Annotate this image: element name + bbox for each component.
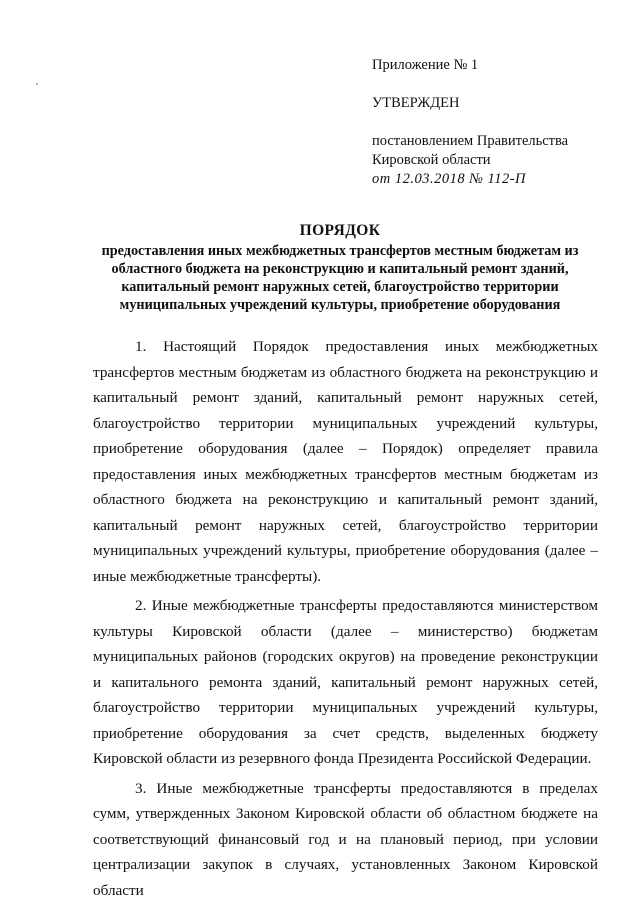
- title-heading: ПОРЯДОК: [299, 222, 381, 239]
- paragraph-1: 1. Настоящий Порядок предоставления иных межбюджетных трансфертов местным бюджетам из областного бюджета на реконструкцию и капитальный ремонт зданий, капитальный ремонт наружных сетей, благоустройство территории муниципальных учреждений культуры, приобретение оборудования (далее – Порядок) определяет правила предоставления иных межбюджетных трансфертов местным бюджетам из областного бюджета на реконструкцию и капитальный ремонт зданий, капитальный ремонт наружных сетей, благоустройство территории муниципальных учреждений культуры, приобретение оборудования (далее – иные межбюджетные трансферты).: [93, 338, 598, 585]
- approval-block: [372, 56, 622, 189]
- approved-by-line-2: Кировской области: [372, 152, 491, 168]
- document-body: [93, 334, 598, 907]
- approved-label: УТВЕРЖДЕН: [372, 95, 460, 111]
- paragraph-2: 2. Иные межбюджетные трансферты предоставляются министерством культуры Кировской области (далее – министерство) бюджетам муниципальных районов (городских округов) на проведение реконструкции и капитального ремонта зданий, капитальный ремонт наружных сетей, благоустройство территории муниципальных учреждений культуры, приобретение оборудования за счет средств, выделенных бюджету Кировской области из резервного фонда Президента Российской Федерации.: [93, 597, 598, 767]
- document-title: [80, 222, 600, 314]
- title-line: предоставления иных межбюджетных трансфертов местным бюджетам из: [101, 243, 579, 259]
- annex-number: Приложение № 1: [372, 57, 479, 73]
- paragraph-3: 3. Иные межбюджетные трансферты предоставляются в пределах сумм, утвержденных Законом Кировской области об областном бюджете на соответствующий финансовый год и на плановый период, при условии централизации закупок в случаях, установленных Законом Кировской области: [93, 779, 598, 899]
- approval-date-number: от 12.03.2018 № 112-П: [372, 171, 526, 187]
- approved-by-line-1: постановлением Правительства: [372, 133, 569, 149]
- scan-speck: [36, 83, 38, 85]
- title-line: муниципальных учреждений культуры, приобретение оборудования: [119, 297, 561, 313]
- title-line: областного бюджета на реконструкцию и капитальный ремонт зданий,: [111, 261, 569, 277]
- title-line: капитальный ремонт наружных сетей, благоустройство территории: [121, 279, 559, 295]
